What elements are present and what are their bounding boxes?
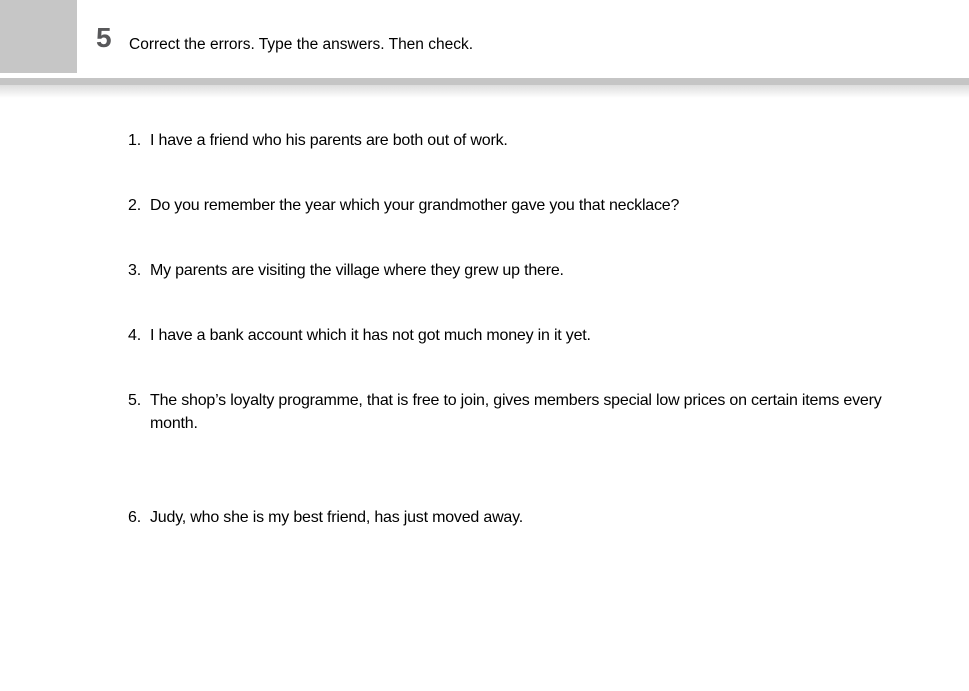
question-list bbox=[128, 129, 918, 571]
question-number: 5. bbox=[128, 392, 141, 409]
header-divider-shadow bbox=[0, 85, 969, 98]
exercise-instructions: Correct the errors. Type the answers. Then check. bbox=[129, 36, 474, 53]
question-text: The shop’s loyalty programme, that is free to join, gives members special low prices on certain items every month. bbox=[150, 392, 882, 432]
question-item bbox=[128, 324, 918, 347]
exercise-number: 5 bbox=[96, 22, 112, 53]
question-item bbox=[128, 389, 918, 435]
question-text: Do you remember the year which your grandmother gave you that necklace? bbox=[150, 197, 680, 214]
header-divider-bar bbox=[0, 78, 969, 85]
question-item bbox=[128, 194, 918, 217]
question-number: 1. bbox=[128, 132, 141, 149]
question-text: I have a bank account which it has not got much money in it yet. bbox=[150, 327, 591, 344]
question-text: My parents are visiting the village where they grew up there. bbox=[150, 262, 564, 279]
question-number: 3. bbox=[128, 262, 141, 279]
question-number: 6. bbox=[128, 509, 141, 526]
question-number: 2. bbox=[128, 197, 141, 214]
question-item bbox=[128, 259, 918, 282]
header-corner-box bbox=[0, 0, 77, 73]
question-number: 4. bbox=[128, 327, 141, 344]
question-item bbox=[128, 506, 918, 529]
question-text: I have a friend who his parents are both out of work. bbox=[150, 132, 508, 149]
question-text: Judy, who she is my best friend, has just moved away. bbox=[150, 509, 523, 526]
question-item bbox=[128, 129, 918, 152]
